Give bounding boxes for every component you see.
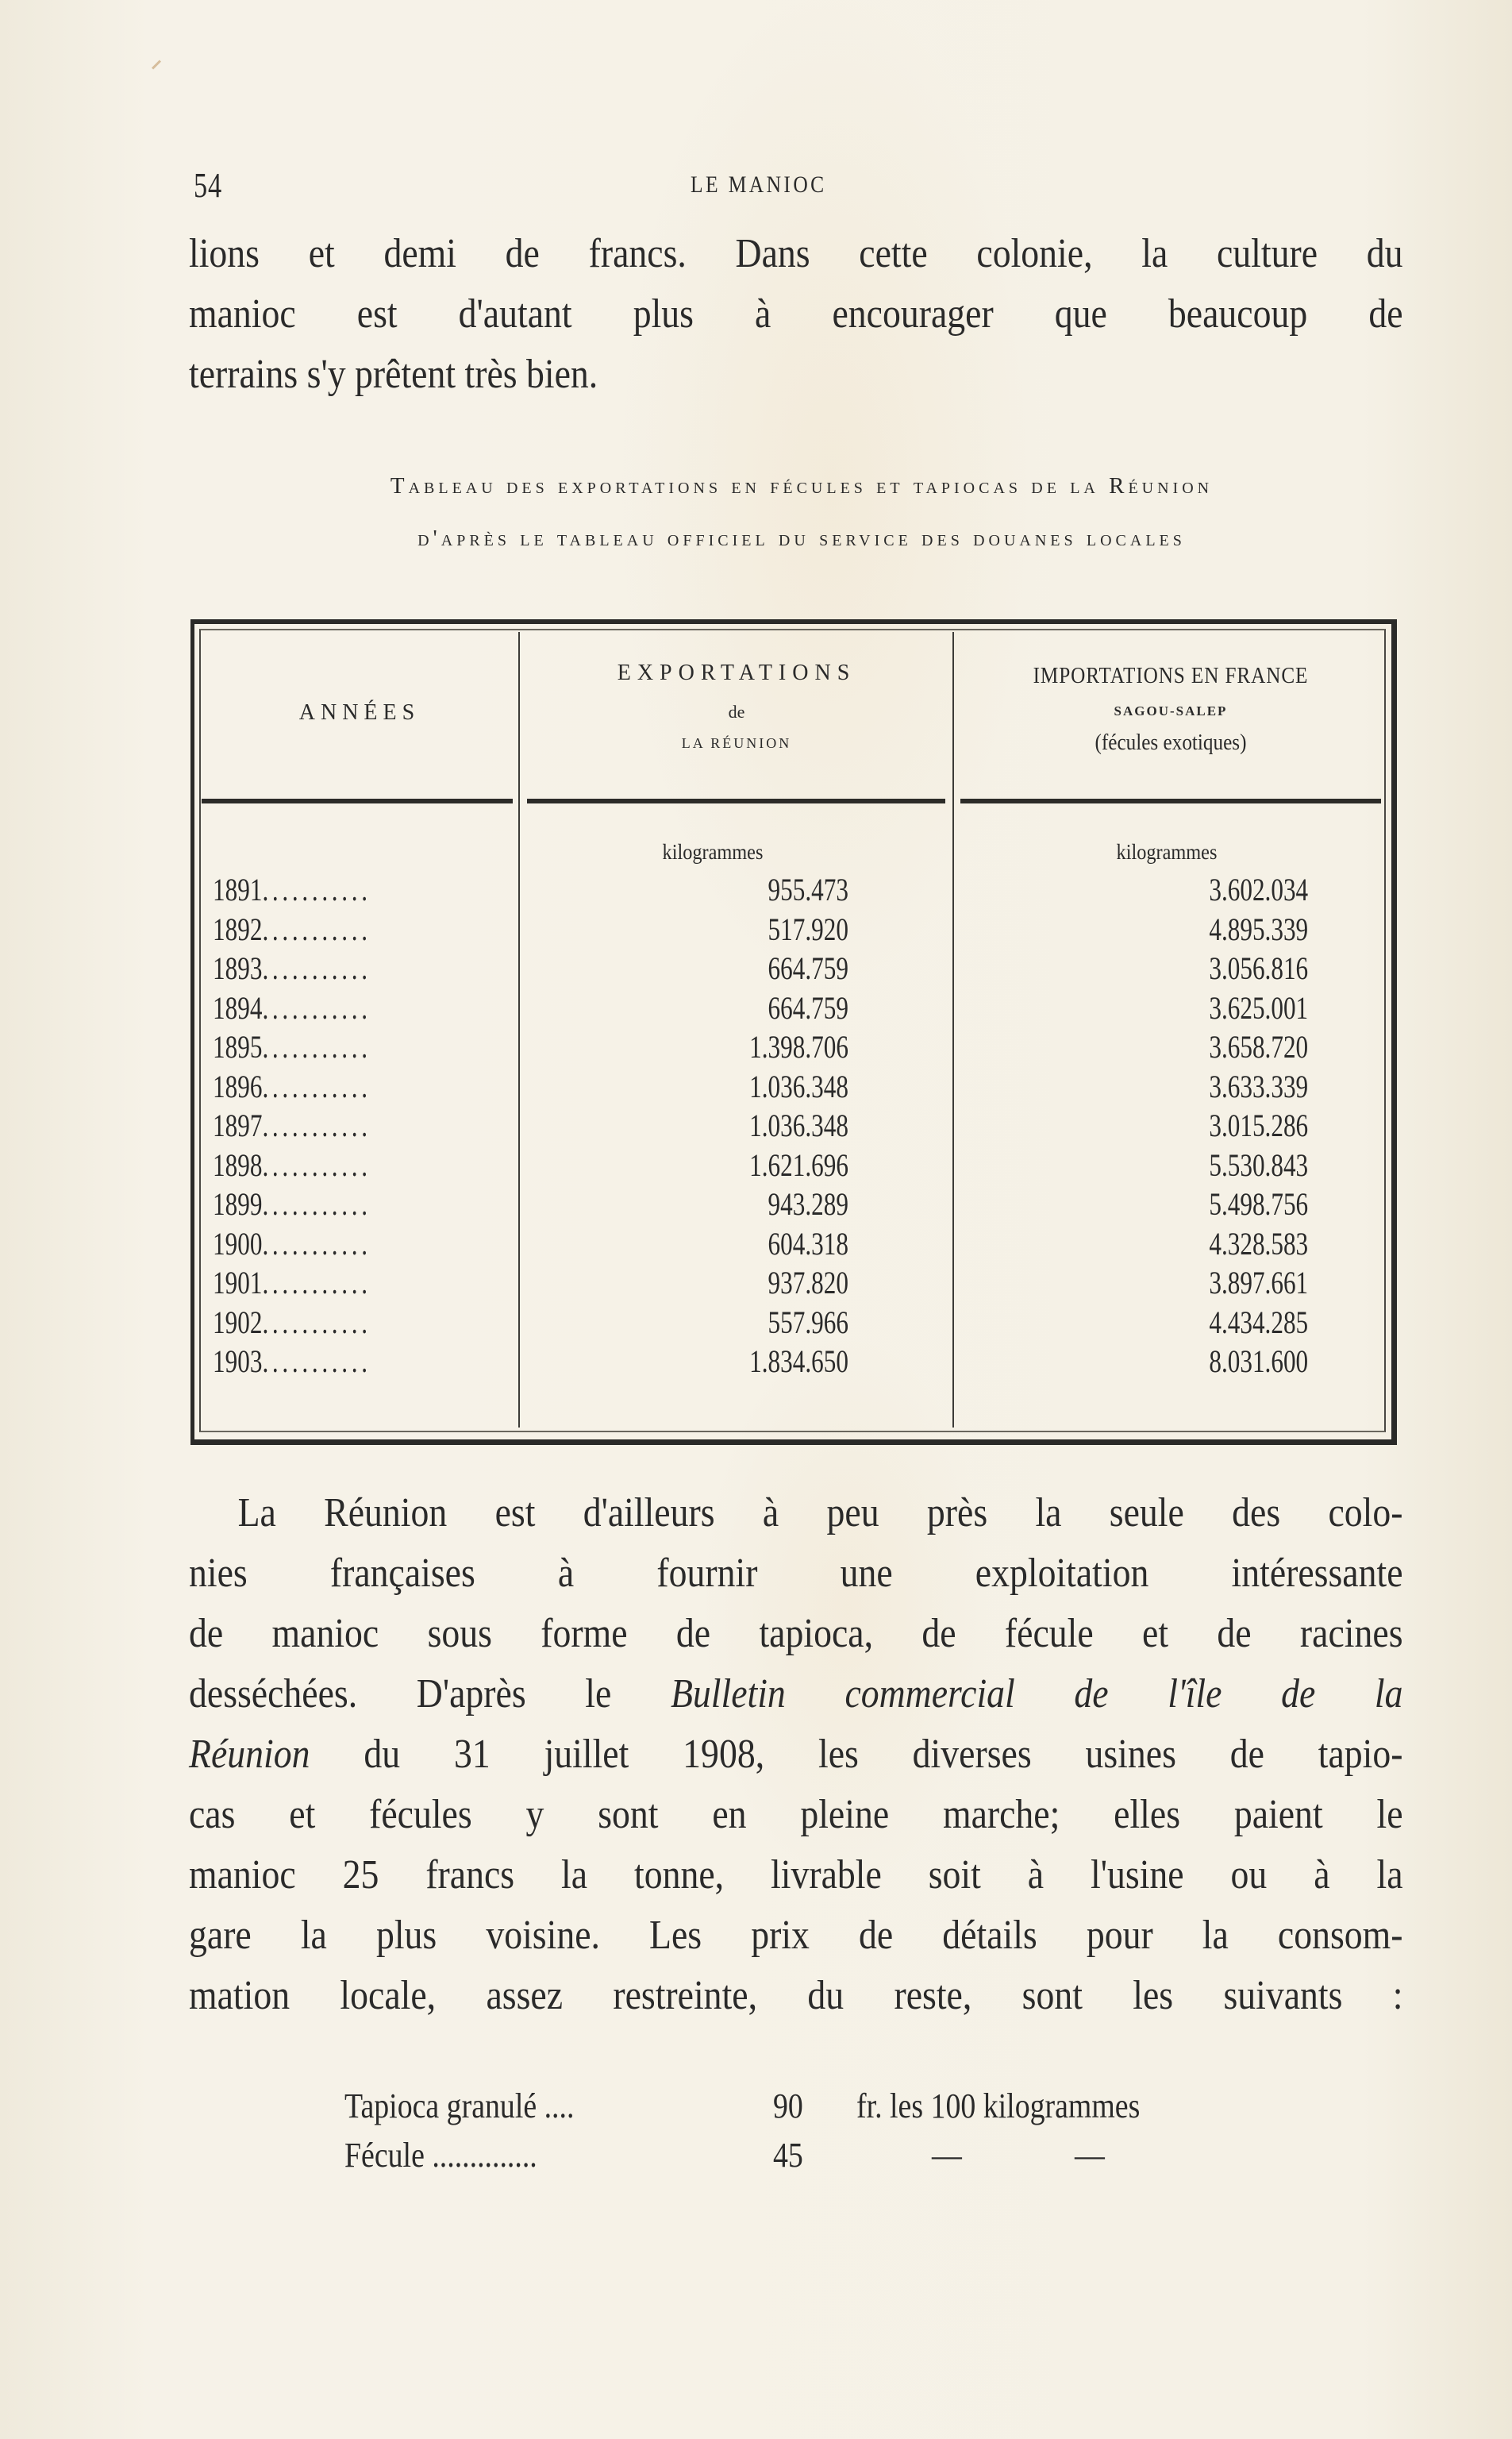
import-cell: 3.633.339 xyxy=(1209,1068,1309,1104)
year-cell: 1891........... xyxy=(213,872,371,907)
import-cell: 4.434.285 xyxy=(1209,1304,1309,1340)
import-cell: 3.015.286 xyxy=(1209,1108,1309,1143)
text-line: nies françaises à fournir une exploitation intéressante xyxy=(189,1551,1403,1596)
column-header-exports-sub: LA RÉUNION xyxy=(681,735,792,751)
export-cell: 943.289 xyxy=(768,1186,848,1222)
year-cell: 1898........... xyxy=(213,1146,371,1183)
price-item-label: Tapioca granulé .... xyxy=(344,2086,575,2125)
text-line: Réunion du 31 juillet 1908, les diverses usines de tapio- xyxy=(189,1732,1403,1777)
table-title-line-2: d'après le tableau officiel du service des douanes locales xyxy=(417,526,1186,551)
text-line: manioc 25 francs la tonne, livrable soit à l'usine ou à la xyxy=(189,1852,1403,1898)
italic-title: Bulletin commercial de l'île de la xyxy=(670,1671,1403,1717)
export-cell: 517.920 xyxy=(768,911,848,947)
export-cell: 1.834.650 xyxy=(749,1343,848,1379)
ditto-mark: — xyxy=(932,2136,962,2175)
price-list xyxy=(344,2082,1297,2180)
ditto-mark: — xyxy=(1075,2136,1105,2175)
export-cell: 955.473 xyxy=(768,872,848,907)
year-cell: 1895........... xyxy=(213,1029,371,1065)
column-header-imports-sub: SAGOU-SALEP xyxy=(1114,703,1228,719)
import-cells xyxy=(954,870,1387,1381)
year-cell: 1896........... xyxy=(213,1068,371,1104)
price-row xyxy=(344,2082,1297,2131)
import-cell: 3.658.720 xyxy=(1209,1029,1309,1065)
export-cells xyxy=(521,870,952,1381)
export-cell: 664.759 xyxy=(768,989,848,1026)
text-line: lions et demi de francs. Dans cette colonie, la culture du xyxy=(189,231,1403,276)
column-divider xyxy=(518,632,520,1428)
header-rule xyxy=(527,799,945,803)
text-line: mation locale, assez restreinte, du reste, sont les suivants : xyxy=(189,1973,1403,2018)
header-rule xyxy=(202,799,513,803)
italic-title: Réunion xyxy=(189,1732,310,1777)
column-header-exports: EXPORTATIONS xyxy=(617,661,856,685)
price-item-label: Fécule .............. xyxy=(344,2136,537,2175)
export-cell: 557.966 xyxy=(768,1304,848,1340)
export-cell: 604.318 xyxy=(768,1225,848,1262)
import-cell: 3.602.034 xyxy=(1209,872,1309,907)
running-header xyxy=(183,159,1409,206)
text-line: cas et fécules y sont en pleine marche; elles paient le xyxy=(189,1792,1403,1837)
import-cell: 8.031.600 xyxy=(1209,1343,1309,1379)
text-line: La Réunion est d'ailleurs à peu près la seule des colo- xyxy=(237,1490,1403,1535)
exports-table xyxy=(190,619,1397,1445)
stray-pencil-mark xyxy=(152,60,161,69)
import-cell: 3.625.001 xyxy=(1209,989,1309,1026)
column-header-years: ANNÉES xyxy=(298,700,421,725)
export-cell: 937.820 xyxy=(768,1265,848,1300)
year-cell: 1897........... xyxy=(213,1108,371,1143)
import-cell: 5.498.756 xyxy=(1209,1186,1309,1222)
import-cell: 3.897.661 xyxy=(1209,1265,1309,1300)
year-cell: 1893........... xyxy=(213,950,371,986)
year-cell: 1900........... xyxy=(213,1225,371,1262)
year-cell: 1903........... xyxy=(213,1343,371,1379)
running-title: LE MANIOC xyxy=(691,171,827,198)
column-header-exports-de: de xyxy=(728,702,745,722)
year-cells xyxy=(202,870,517,1381)
price-row xyxy=(344,2131,1297,2180)
header-rule xyxy=(960,799,1381,803)
import-cell: 5.530.843 xyxy=(1209,1146,1309,1183)
column-header-imports: IMPORTATIONS EN FRANCE xyxy=(1033,664,1309,688)
text-line: manioc est d'autant plus à encourager que beaucoup de xyxy=(189,291,1403,337)
export-cell: 664.759 xyxy=(768,950,848,986)
paragraph-reunion xyxy=(189,1483,1403,2026)
paragraph-continuation xyxy=(189,224,1403,405)
text-line: de manioc sous forme de tapioca, de fécule et de racines xyxy=(189,1611,1403,1656)
column-header-imports-note: (fécules exotiques) xyxy=(1095,730,1247,755)
export-cell: 1.621.696 xyxy=(749,1146,848,1183)
export-cell: 1.398.706 xyxy=(749,1029,848,1065)
import-cell: 4.328.583 xyxy=(1209,1225,1309,1262)
import-cell: 3.056.816 xyxy=(1209,950,1309,986)
year-cell: 1902........... xyxy=(213,1304,371,1340)
page-number: 54 xyxy=(194,166,222,205)
unit-label: kilogrammes xyxy=(1116,840,1218,864)
table-title-line-1: Tableau des exportations en fécules et tapiocas de la Réunion xyxy=(390,473,1214,499)
unit-label: kilogrammes xyxy=(662,840,764,864)
export-cell: 1.036.348 xyxy=(749,1068,848,1104)
year-cell: 1899........... xyxy=(213,1186,371,1222)
price-unit: fr. les 100 kilogrammes xyxy=(856,2086,1141,2125)
year-cell: 1901........... xyxy=(213,1265,371,1300)
price-amount: 90 xyxy=(773,2086,803,2125)
export-cell: 1.036.348 xyxy=(749,1108,848,1143)
year-cell: 1894........... xyxy=(213,989,371,1026)
import-cell: 4.895.339 xyxy=(1209,911,1309,947)
text-line: terrains s'y prêtent très bien. xyxy=(189,352,598,397)
year-cell: 1892........... xyxy=(213,911,371,947)
price-amount: 45 xyxy=(773,2136,803,2175)
text-line: gare la plus voisine. Les prix de détails pour la consom- xyxy=(189,1913,1403,1958)
text-line: desséchées. D'après le Bulletin commercial de l'île de la xyxy=(189,1671,1403,1717)
